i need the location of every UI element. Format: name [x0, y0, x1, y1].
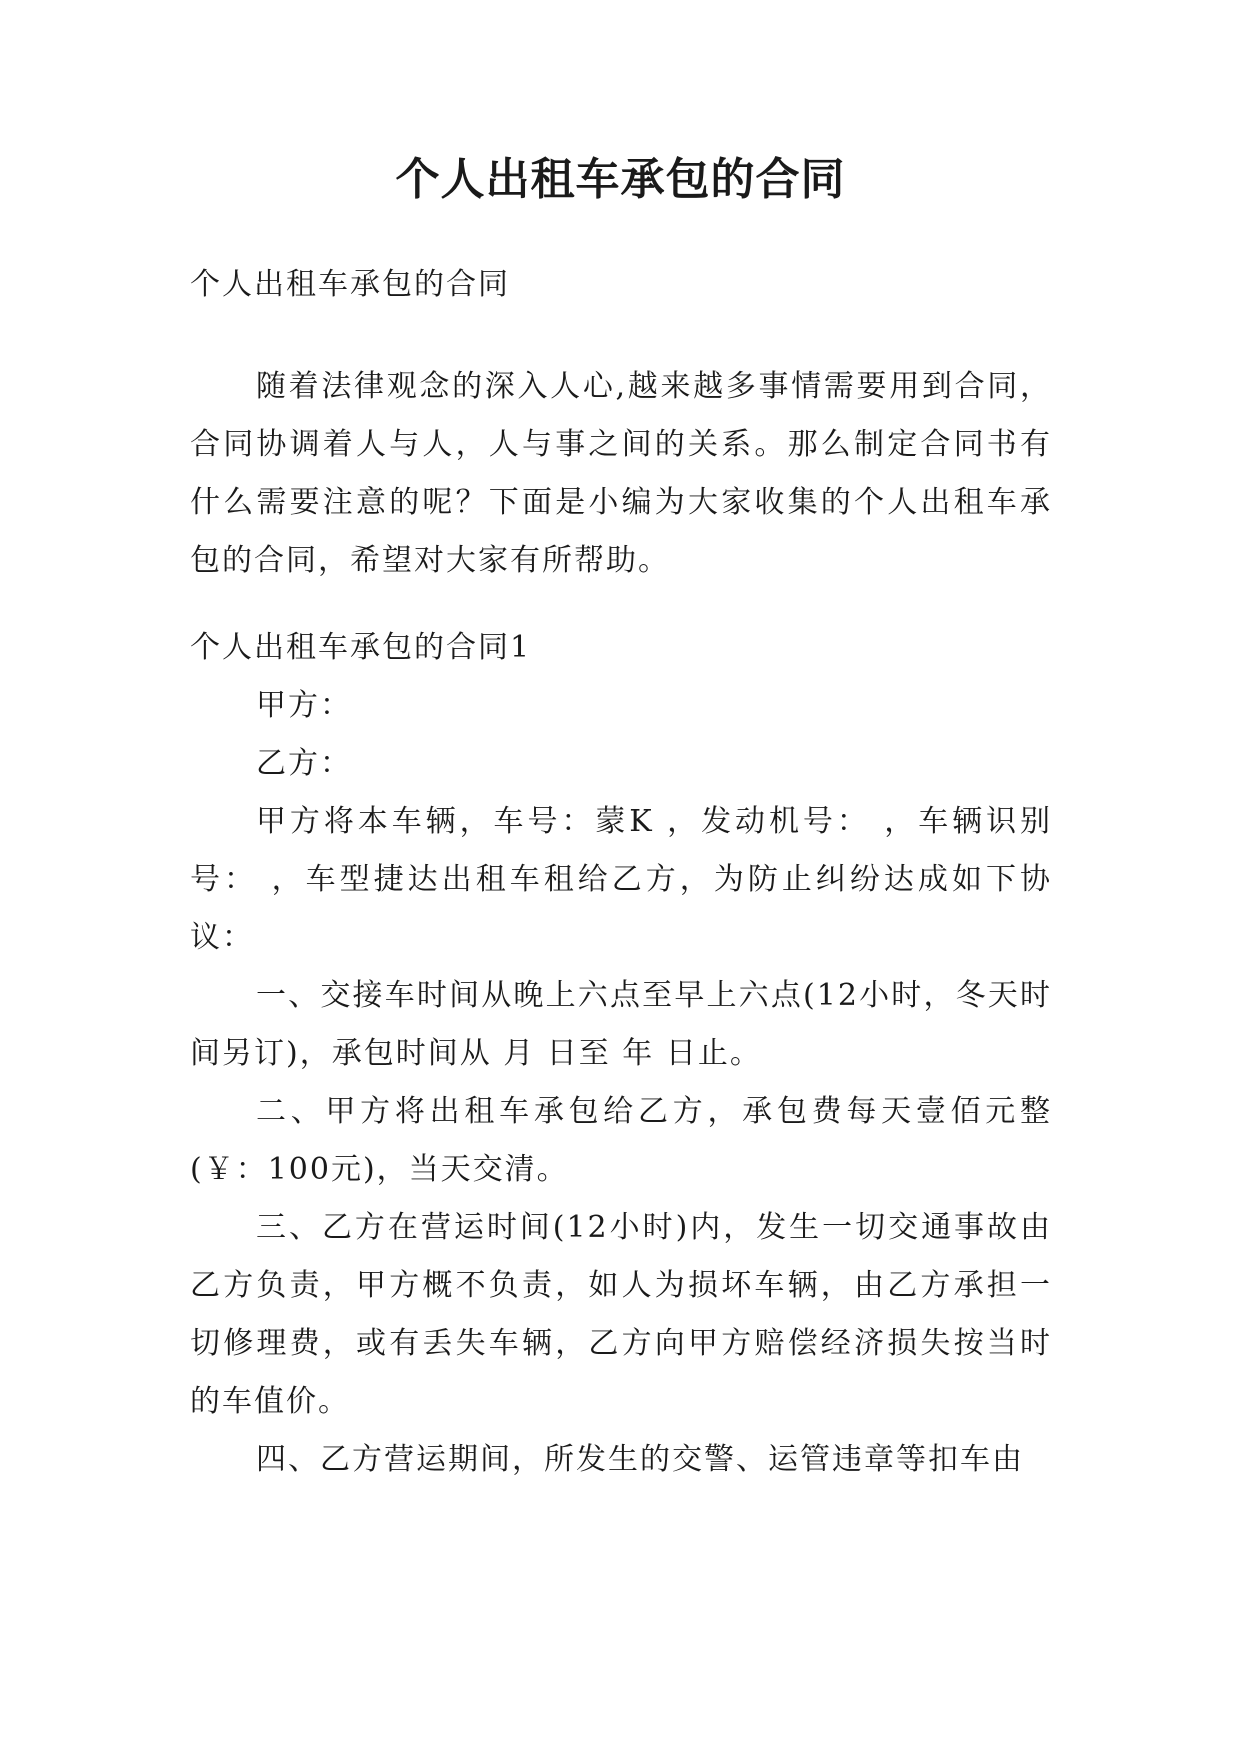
clause-1: 一、交接车时间从晚上六点至早上六点(12小时，冬天时间另订)，承包时间从 月 日至 年 日止。	[190, 978, 1052, 1071]
document-subtitle: 个人出租车承包的合同	[190, 267, 510, 302]
document-title: 个人出租车承包的合同	[395, 154, 846, 205]
party-b-line: 乙方：	[256, 746, 352, 781]
clause-2: 二、甲方将出租车承包给乙方，承包费每天壹佰元整(￥：100元)，当天交清。	[190, 1094, 1052, 1187]
clause-4: 四、乙方营运期间，所发生的交警、运管违章等扣车由	[256, 1442, 1024, 1477]
document-subtitle-block	[190, 256, 1052, 314]
party-a-line: 甲方：	[256, 688, 352, 723]
intro-paragraph: 随着法律观念的深入人心,越来越多事情需要用到合同，合同协调着人与人，人与事之间的关系。那么制定合同书有什么需要注意的呢？下面是小编为大家收集的个人出租车承包的合同，希望对大家有所帮助。	[190, 369, 1052, 578]
vehicle-clause: 甲方将本车辆，车号：蒙K ，发动机号： ，车辆识别号： ，车型捷达出租车租给乙方，为防止纠纷达成如下协议：	[190, 804, 1052, 955]
contract-heading: 个人出租车承包的合同1	[190, 630, 532, 665]
contract-body	[190, 619, 1052, 1489]
intro-block	[190, 358, 1052, 590]
clause-3: 三、乙方在营运时间(12小时)内，发生一切交通事故由乙方负责，甲方概不负责，如人为损坏车辆，由乙方承担一切修理费，或有丢失车辆，乙方向甲方赔偿经济损失按当时的车值价。	[190, 1210, 1052, 1419]
